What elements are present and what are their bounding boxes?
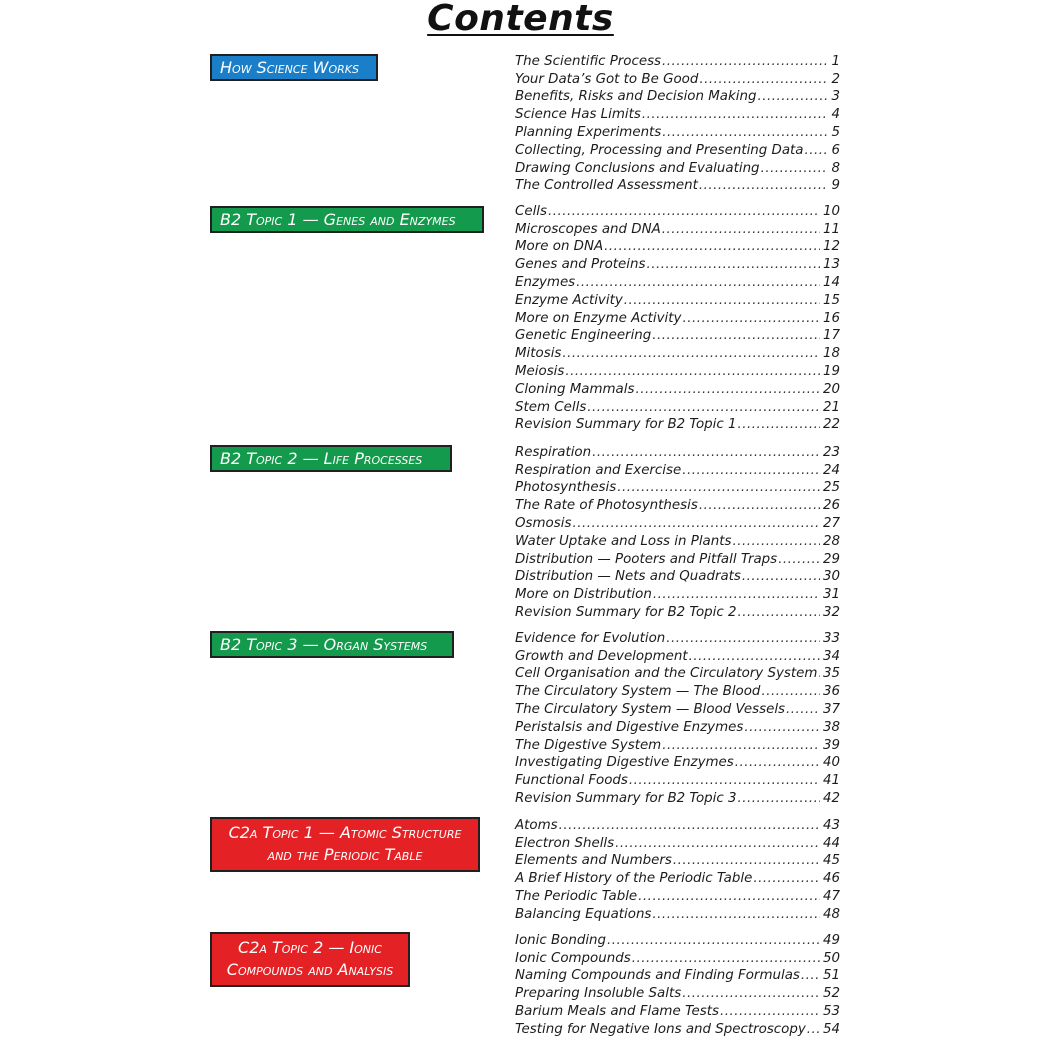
dot-leader [662,738,820,753]
dot-leader [682,311,820,326]
toc-entry[interactable] [515,104,840,122]
page-number: 54 [822,1021,840,1037]
dot-leader [761,684,820,699]
entry-title: More on Enzyme Activity [515,310,682,326]
dot-leader [607,933,820,948]
dot-leader [778,552,820,567]
toc-entry[interactable] [515,904,840,922]
page-number: 8 [831,160,840,176]
entry-title: The Periodic Table [515,888,638,904]
page-number: 45 [822,853,840,869]
dot-leader [576,275,820,290]
page-number: 15 [822,292,840,308]
page-number: 46 [822,871,840,887]
toc-entry[interactable] [515,140,840,158]
entry-title: Balancing Equations [515,906,652,922]
entry-title: Distribution — Nets and Quadrats [515,569,741,585]
entry-title: Drawing Conclusions and Evaluating [515,160,760,176]
toc-entry[interactable] [515,272,840,290]
toc-entry[interactable] [515,681,840,699]
dot-leader [801,968,820,983]
page-number: 28 [822,533,840,549]
page-number: 51 [822,968,840,984]
page-number: 25 [822,480,840,496]
dot-leader [629,773,820,788]
page-number: 9 [831,178,840,194]
page-number: 36 [822,684,840,700]
dot-leader [662,222,820,237]
entry-title: Revision Summary for B2 Topic 1 [515,417,737,433]
dot-leader [562,346,820,361]
toc-entry[interactable] [515,69,840,87]
toc-entry[interactable] [515,219,840,237]
entry-title: Evidence for Evolution [515,630,666,646]
toc-entry[interactable] [515,770,840,788]
page-number: 30 [822,569,840,585]
page-number: 22 [822,417,840,433]
toc-entry[interactable] [515,158,840,176]
section-label-line: B2 Topic 2 — Life Processes [220,449,423,468]
toc-entry[interactable] [515,87,840,105]
page-number: 41 [822,773,840,789]
page-number: 52 [822,986,840,1002]
toc-entry[interactable] [515,966,840,984]
entry-title: The Digestive System [515,737,662,753]
entry-title: Cloning Mammals [515,381,635,397]
dot-leader [572,516,820,531]
page-number: 5 [831,124,840,140]
toc-entry[interactable] [515,717,840,735]
dot-leader [662,54,828,69]
dot-leader [604,239,820,254]
entry-title: Peristalsis and Digestive Enzymes [515,719,744,735]
section-label-line: How Science Works [220,58,359,77]
section-label [210,206,484,233]
dot-leader [642,107,829,122]
dot-leader [624,293,820,308]
entry-title: Water Uptake and Loss in Plants [515,533,732,549]
page-number: 49 [822,932,840,948]
dot-leader [592,445,820,460]
toc-entry[interactable] [515,442,840,460]
dot-leader [652,328,820,343]
page-number: 29 [822,551,840,567]
toc-entry[interactable] [515,851,840,869]
entry-title: Naming Compounds and Finding Formulas [515,968,800,984]
page-number: 24 [822,462,840,478]
page-number: 10 [822,203,840,219]
entry-title: Electron Shells [515,835,615,851]
entry-title: Enzymes [515,274,576,290]
toc-entry[interactable] [515,308,840,326]
toc-entry[interactable] [515,201,840,219]
dot-leader [673,853,820,868]
entry-title: Stem Cells [515,399,587,415]
dot-leader [653,587,820,602]
page-number: 20 [822,381,840,397]
toc-entry[interactable] [515,735,840,753]
entry-title: Atoms [515,817,558,833]
page-number: 38 [822,719,840,735]
dot-leader [635,382,819,397]
entry-title: The Circulatory System — Blood Vessels [515,701,786,717]
entry-title: Investigating Digestive Enzymes [515,755,734,771]
toc-entry[interactable] [515,379,840,397]
toc-entry[interactable] [515,699,840,717]
toc-entry[interactable] [515,478,840,496]
page-number: 37 [822,701,840,717]
entry-title: Enzyme Activity [515,292,623,308]
toc-entry[interactable] [515,513,840,531]
dot-leader [738,605,820,620]
page-number: 48 [822,906,840,922]
entry-title: Genes and Proteins [515,257,646,273]
page-number: 1 [831,53,840,69]
section-label [210,817,480,872]
section-label-line: C2a Topic 1 — Atomic Structure [228,823,462,842]
page-number: 13 [822,257,840,273]
toc-entry[interactable] [515,646,840,664]
entry-title: Genetic Engineering [515,328,652,344]
entry-title: Ionic Compounds [515,950,631,966]
entry-title: The Circulatory System — The Blood [515,684,761,700]
dot-leader [617,480,820,495]
toc-entry[interactable] [515,290,840,308]
entry-title: Photosynthesis [515,480,617,496]
toc-entry[interactable] [515,531,840,549]
entry-list [515,815,840,922]
dot-leader [548,204,820,219]
toc-entry[interactable] [515,628,840,646]
page-number: 21 [822,399,840,415]
page-number: 39 [822,737,840,753]
section-label-line: B2 Topic 3 — Organ Systems [220,635,428,654]
dot-leader [565,364,820,379]
toc-entry[interactable] [515,51,840,69]
toc-entry[interactable] [515,460,840,478]
page-number: 42 [822,790,840,806]
entry-title: Testing for Negative Ions and Spectroscopy [515,1021,806,1037]
entry-title: Respiration [515,444,592,460]
page-number: 12 [822,239,840,255]
section-label-line: C2a Topic 2 — Ionic [238,938,382,957]
section-label [210,445,452,472]
toc-entry[interactable] [515,868,840,886]
dot-leader [646,257,819,272]
entry-title: Microscopes and DNA [515,221,661,237]
dot-leader [699,72,828,87]
entry-title: More on Distribution [515,587,652,603]
entry-list [515,201,840,432]
toc-entry[interactable] [515,930,840,948]
entry-list [515,628,840,806]
page-title: Contents [427,0,614,39]
entry-title: The Controlled Assessment [515,178,698,194]
toc-entry[interactable] [515,237,840,255]
dot-leader [744,720,820,735]
page-number: 18 [822,346,840,362]
page-number: 4 [831,107,840,123]
toc-entry[interactable] [515,833,840,851]
dot-leader [662,125,828,140]
section-label [210,54,378,81]
entry-title: Your Data’s Got to Be Good [515,71,699,87]
entry-title: Benefits, Risks and Decision Making [515,89,757,105]
page-number: 17 [822,328,840,344]
entry-title: More on DNA [515,239,604,255]
dot-leader [761,161,829,176]
page-number: 31 [822,587,840,603]
entry-title: Preparing Insoluble Salts [515,986,682,1002]
dot-leader [559,818,820,833]
entry-title: Collecting, Processing and Presenting Data [515,142,804,158]
dot-leader [587,400,820,415]
section-label [210,932,410,987]
entry-title: Distribution — Pooters and Pitfall Traps [515,551,778,567]
toc-entry[interactable] [515,1019,840,1037]
page-number: 43 [822,817,840,833]
entry-title: Cell Organisation and the Circulatory System [515,666,818,682]
toc-entry[interactable] [515,326,840,344]
dot-leader [818,666,820,681]
entry-title: Ionic Bonding [515,932,607,948]
page-number: 3 [831,89,840,105]
entry-title: Science Has Limits [515,107,641,123]
page-number: 47 [822,888,840,904]
toc-entry[interactable] [515,567,840,585]
entry-title: Elements and Numbers [515,853,672,869]
page-number: 33 [822,630,840,646]
toc-entry[interactable] [515,602,840,620]
dot-leader [735,755,820,770]
dot-leader [699,498,820,513]
page-number: 27 [822,515,840,531]
entry-title: Revision Summary for B2 Topic 3 [515,790,737,806]
entry-title: Meiosis [515,363,565,379]
dot-leader [757,89,828,104]
section-label [210,631,454,658]
toc-entry[interactable] [515,495,840,513]
dot-leader [689,649,820,664]
toc-entry[interactable] [515,1001,840,1019]
dot-leader [720,1004,820,1019]
toc-entry[interactable] [515,584,840,602]
dot-leader [652,907,820,922]
toc-entry[interactable] [515,343,840,361]
dot-leader [738,791,820,806]
page-number: 53 [822,1003,840,1019]
page-number: 35 [822,666,840,682]
toc-entry[interactable] [515,983,840,1001]
toc-entry[interactable] [515,254,840,272]
entry-title: Functional Foods [515,773,628,789]
page-number: 50 [822,950,840,966]
entry-list [515,930,840,1037]
toc-entry[interactable] [515,549,840,567]
entry-title: Barium Meals and Flame Tests [515,1003,719,1019]
section-label-line: B2 Topic 1 — Genes and Enzymes [220,210,456,229]
entry-title: The Scientific Process [515,53,662,69]
dot-leader [753,871,820,886]
toc-entry[interactable] [515,176,840,194]
entry-title: The Rate of Photosynthesis [515,498,698,514]
dot-leader [807,1022,820,1037]
toc-entry[interactable] [515,788,840,806]
entry-title: A Brief History of the Periodic Table [515,871,753,887]
section-label-line: and the Periodic Table [267,845,423,864]
entry-title: Planning Experiments [515,124,662,140]
toc-entry[interactable] [515,886,840,904]
dot-leader [615,836,820,851]
dot-leader [666,631,820,646]
entry-title: Revision Summary for B2 Topic 2 [515,604,737,620]
toc-entry[interactable] [515,664,840,682]
page-number: 16 [822,310,840,326]
entry-title: Respiration and Exercise [515,462,682,478]
page-number: 26 [822,498,840,514]
page-number: 2 [831,71,840,87]
entry-title: Cells [515,203,548,219]
dot-leader [682,463,820,478]
entry-title: Osmosis [515,515,572,531]
page-number: 11 [822,221,840,237]
toc-entry[interactable] [515,397,840,415]
toc-entry[interactable] [515,753,840,771]
dot-leader [742,569,820,584]
page-number: 14 [822,274,840,290]
dot-leader [638,889,820,904]
toc-entry[interactable] [515,815,840,833]
page-number: 19 [822,363,840,379]
toc-entry[interactable] [515,415,840,433]
dot-leader [805,143,829,158]
entry-list [515,442,840,620]
page-number: 40 [822,755,840,771]
dot-leader [732,534,819,549]
dot-leader [632,951,820,966]
dot-leader [682,986,820,1001]
entry-title: Mitosis [515,346,562,362]
page-number: 32 [822,604,840,620]
dot-leader [738,417,820,432]
page-number: 23 [822,444,840,460]
section-label-line: Compounds and Analysis [226,960,394,979]
page-number: 6 [831,142,840,158]
toc-entry[interactable] [515,122,840,140]
entry-list [515,51,840,193]
toc-entry[interactable] [515,361,840,379]
toc-entry[interactable] [515,948,840,966]
entry-title: Growth and Development [515,648,688,664]
page-number: 34 [822,648,840,664]
dot-leader [786,702,820,717]
page-number: 44 [822,835,840,851]
dot-leader [699,178,829,193]
